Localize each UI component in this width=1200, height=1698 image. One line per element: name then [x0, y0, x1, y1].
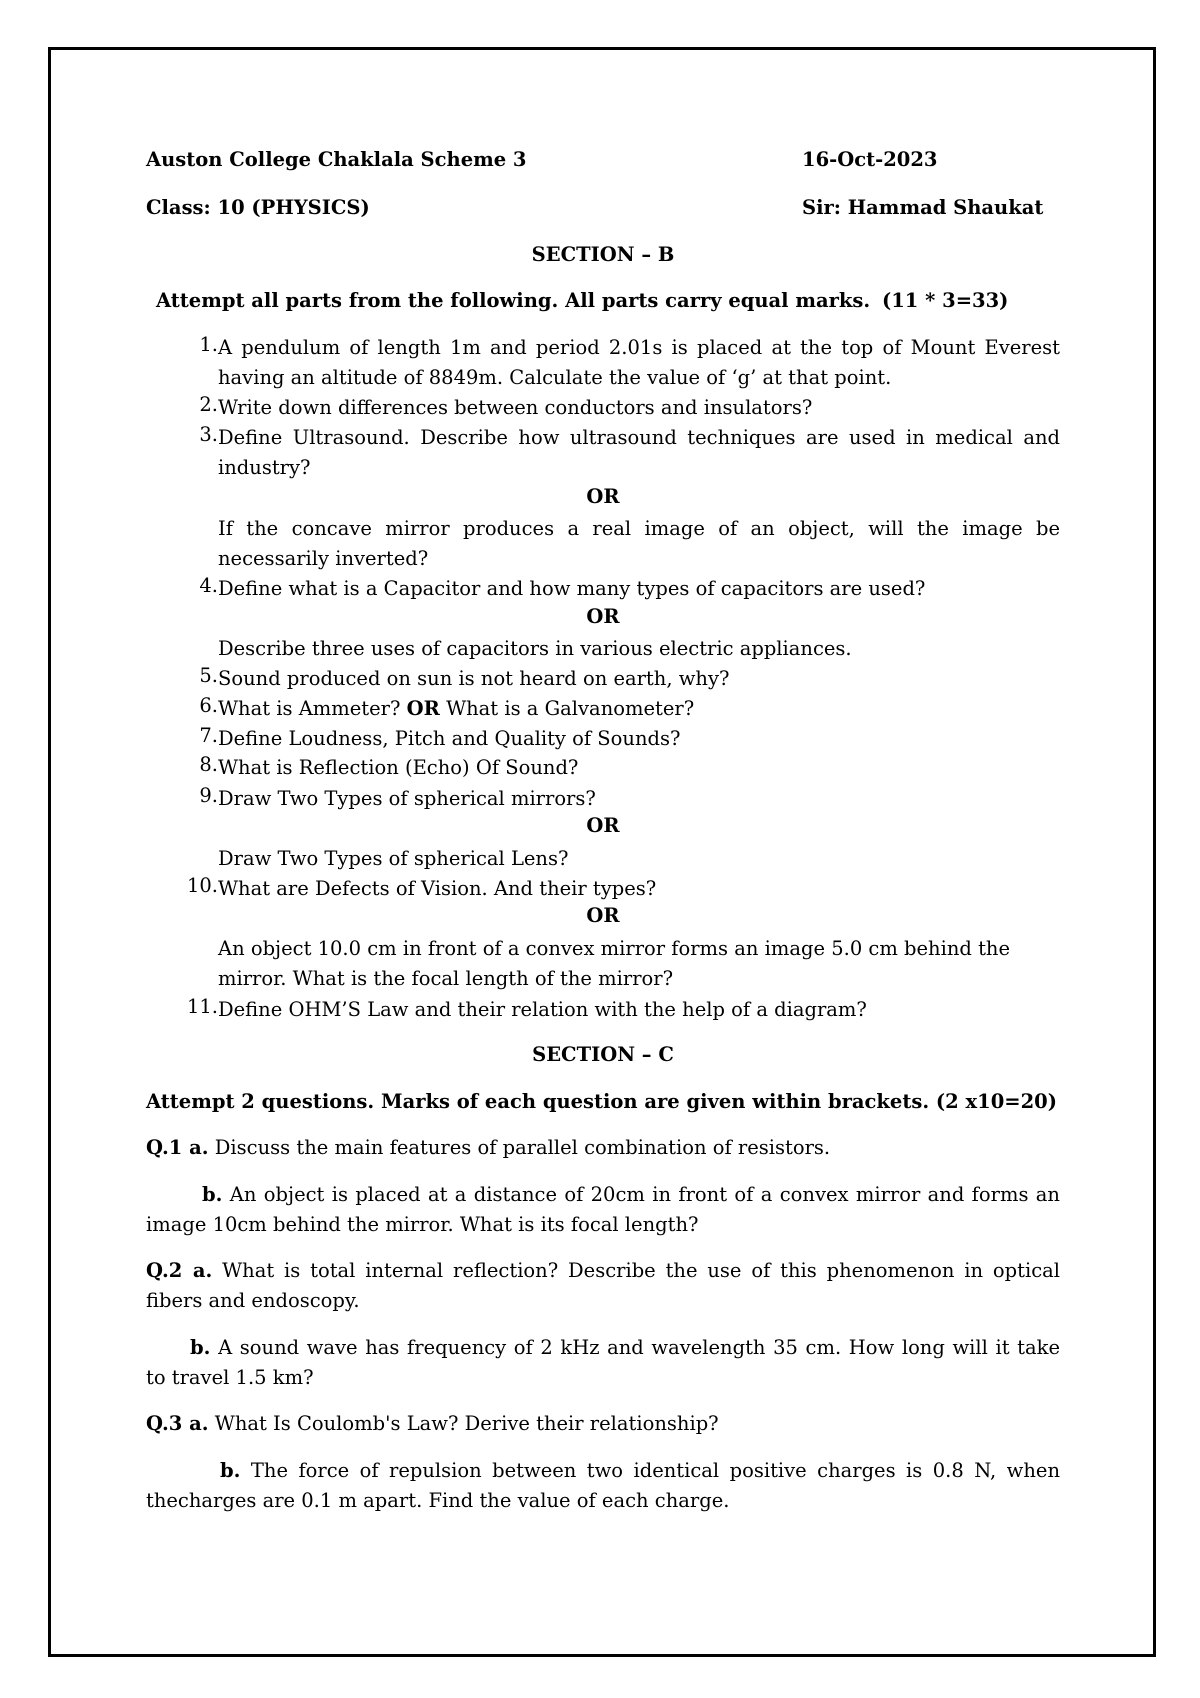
question-text: Draw Two Types of spherical mirrors?	[218, 787, 596, 810]
class-label: Class: 10 (PHYSICS)	[146, 196, 370, 219]
question-number: 2.	[199, 393, 218, 416]
subquestion-text: A sound wave has frequency of 2 kHz and wavelength 35 cm. How long will it take to travel 1.5 km?	[146, 1336, 1060, 1389]
section-c-question	[146, 1133, 1060, 1163]
alternative-question: Draw Two Types of spherical Lens?	[218, 847, 569, 870]
alternative-question: If the concave mirror produces a real image of an object, will the image be necessarily inverted?	[218, 517, 1060, 570]
section-c-question	[146, 1256, 1060, 1316]
section-b-instruction: Attempt all parts from the following. All parts carry equal marks.	[156, 289, 871, 312]
header-row-1	[146, 148, 1060, 171]
question-number: 10.	[186, 874, 218, 897]
or-separator: OR	[586, 605, 620, 628]
section-c-marks: (2 x10=20)	[935, 1090, 1057, 1113]
section-c-instruction-row	[146, 1090, 1060, 1113]
or-inline: OR	[406, 697, 440, 720]
or-separator: OR	[586, 904, 620, 927]
question-text: Sound produced on sun is not heard on earth, why?	[218, 667, 730, 690]
section-b-title: SECTION – B	[531, 243, 675, 266]
section-c-subquestion	[146, 1456, 1060, 1516]
teacher-name: Sir: Hammad Shaukat	[802, 196, 1044, 219]
question-label: Q.2 a.	[146, 1259, 213, 1282]
subquestion-text: The force of repulsion between two identical positive charges is 0.8 N, when thecharges are 0.1 m apart. Find the value of each charge.	[146, 1459, 1061, 1512]
question-number: 3.	[199, 423, 218, 446]
subquestion-label: b.	[190, 1336, 211, 1359]
header-row-2	[146, 196, 1060, 219]
question-number: 1.	[199, 333, 218, 356]
school-name: Auston College Chaklala Scheme 3	[146, 148, 527, 171]
subquestion-text: An object is placed at a distance of 20cm in front of a convex mirror and forms an image 10cm behind the mirror. What is its focal length?	[146, 1183, 1060, 1236]
section-c-subquestion	[146, 1333, 1060, 1393]
question-number: 4.	[199, 574, 218, 597]
section-c-question	[146, 1409, 1060, 1439]
subquestion-label: b.	[220, 1459, 241, 1482]
question-text: What is total internal reflection? Describe the use of this phenomenon in optical fibers and endoscopy.	[146, 1259, 1060, 1312]
alternative-question: An object 10.0 cm in front of a convex mirror forms an image 5.0 cm behind the mirror. What is the focal length of the mirror?	[218, 937, 1011, 990]
question-text: Define Ultrasound. Describe how ultrasound techniques are used in medical and industry?	[218, 426, 1060, 479]
question-text: Define Loudness, Pitch and Quality of Sounds?	[218, 727, 681, 750]
question-text: Discuss the main features of parallel combination of resistors.	[214, 1136, 831, 1159]
question-text: What are Defects of Vision. And their types?	[218, 877, 657, 900]
exam-date: 16-Oct-2023	[802, 148, 938, 171]
section-c-instruction: Attempt 2 questions. Marks of each question are given within brackets.	[146, 1090, 930, 1113]
section-c-subquestion	[146, 1180, 1060, 1240]
section-c-title: SECTION – C	[532, 1043, 674, 1066]
question-number: 5.	[199, 664, 218, 687]
question-text: A pendulum of length 1m and period 2.01s is placed at the top of Mount Everest having an altitude of 8849m. Calculate the value of ‘g’ at that point.	[218, 336, 1060, 389]
question-text: Write down differences between conductors and insulators?	[218, 396, 813, 419]
question-text-part-b: What is a Galvanometer?	[446, 697, 695, 720]
question-text: What is Reflection (Echo) Of Sound?	[218, 756, 579, 779]
question-number: 9.	[199, 784, 218, 807]
question-text	[218, 694, 1060, 724]
or-separator: OR	[586, 814, 620, 837]
question-number: 11.	[186, 995, 218, 1018]
section-b-instruction-row	[156, 289, 1070, 312]
question-label: Q.3 a.	[146, 1412, 209, 1435]
question-text-part-a: What is Ammeter?	[218, 697, 401, 720]
question-text: What Is Coulomb's Law? Derive their relationship?	[214, 1412, 719, 1435]
question-number: 8.	[199, 753, 218, 776]
question-text: Define OHM’S Law and their relation with the help of a diagram?	[218, 998, 867, 1021]
subquestion-label: b.	[202, 1183, 223, 1206]
section-b-marks: (11 * 3=33)	[882, 289, 1009, 312]
question-number: 6.	[199, 694, 218, 717]
or-separator: OR	[586, 485, 620, 508]
question-text: Define what is a Capacitor and how many types of capacitors are used?	[218, 577, 926, 600]
alternative-question: Describe three uses of capacitors in various electric appliances.	[218, 637, 852, 660]
question-label: Q.1 a.	[146, 1136, 209, 1159]
question-number: 7.	[199, 724, 218, 747]
